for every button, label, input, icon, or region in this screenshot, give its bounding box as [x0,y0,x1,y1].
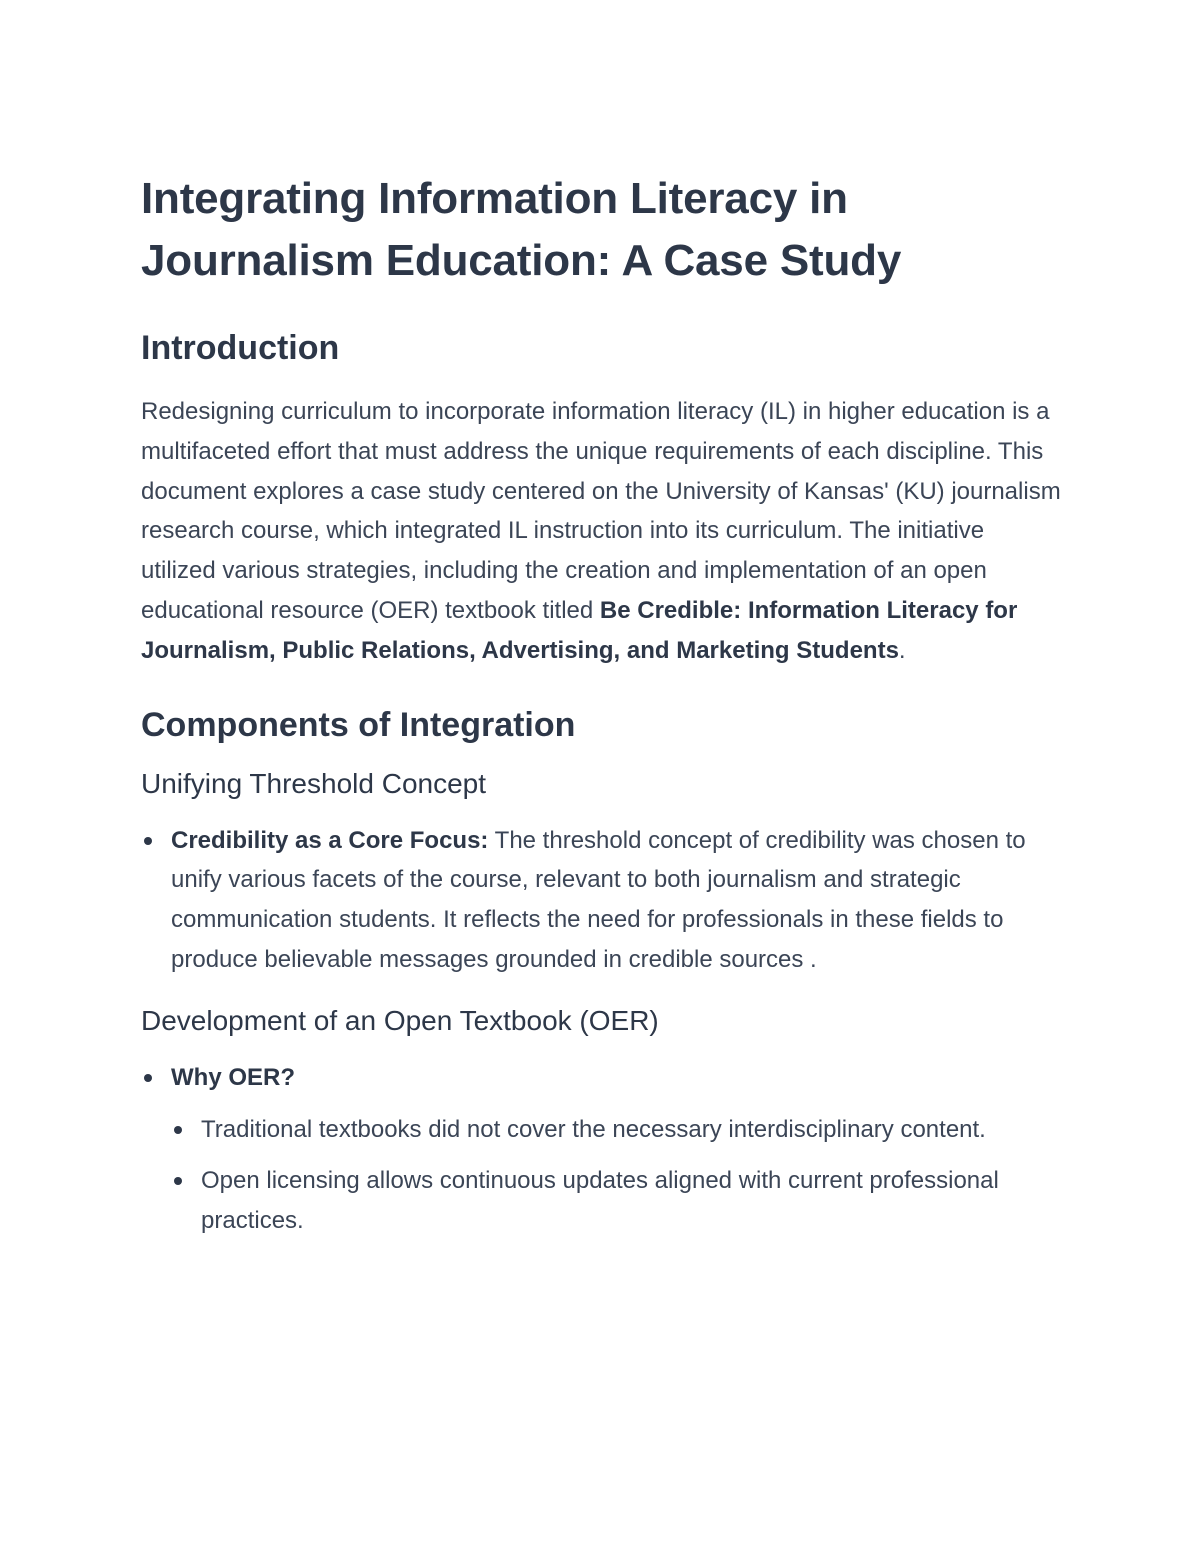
list-item [171,1161,1061,1241]
bullet-icon [174,1126,182,1134]
introduction-body: Redesigning curriculum to incorporate information literacy (IL) in higher education is a multifaceted effort that must address the unique requirements of each discipline. This document explores a case study centered on the University of Kansas' (KU) journalism research course, which integrated IL instruction into its curriculum. The initiative utilized various strategies, including the creation and implementation of an open educational resource (OER) textbook titled [141,398,1061,624]
document-title: Integrating Information Literacy in Journalism Education: A Case Study [141,174,902,285]
list-item [171,1110,1061,1150]
document-page [141,168,1061,1253]
oer-sublist [171,1110,1061,1241]
list-item-text: Open licensing allows continuous updates aligned with current professional practices. [201,1167,999,1235]
list-item [141,1058,1061,1241]
book-title: Be Credible: Information Literacy for Journalism, Public Relations, Advertising, and Marketing Students [141,596,1018,664]
introduction-heading: Introduction [141,329,340,367]
introduction-paragraph [141,392,1061,671]
introduction-body-end: . [898,636,906,664]
list-item-label: Credibility as a Core Focus: [171,826,489,854]
bullet-icon [174,1177,182,1185]
list-item-label: Why OER? [171,1063,295,1091]
bullet-icon [144,1074,152,1082]
list-item-text: Traditional textbooks did not cover the necessary interdisciplinary content. [201,1115,986,1143]
list-item [141,821,1061,980]
threshold-list [141,821,1061,980]
oer-heading: Development of an Open Textbook (OER) [141,1004,659,1036]
bullet-icon [144,837,152,845]
oer-list [141,1058,1061,1241]
threshold-heading: Unifying Threshold Concept [141,767,487,799]
components-heading: Components of Integration [141,705,576,744]
list-item-text: The threshold concept of credibility was chosen to unify various facets of the course, relevant to both journalism and strategic communication students. It reflects the need for professionals in these fields to produce believable messages grounded in credible sources . [171,826,1026,973]
